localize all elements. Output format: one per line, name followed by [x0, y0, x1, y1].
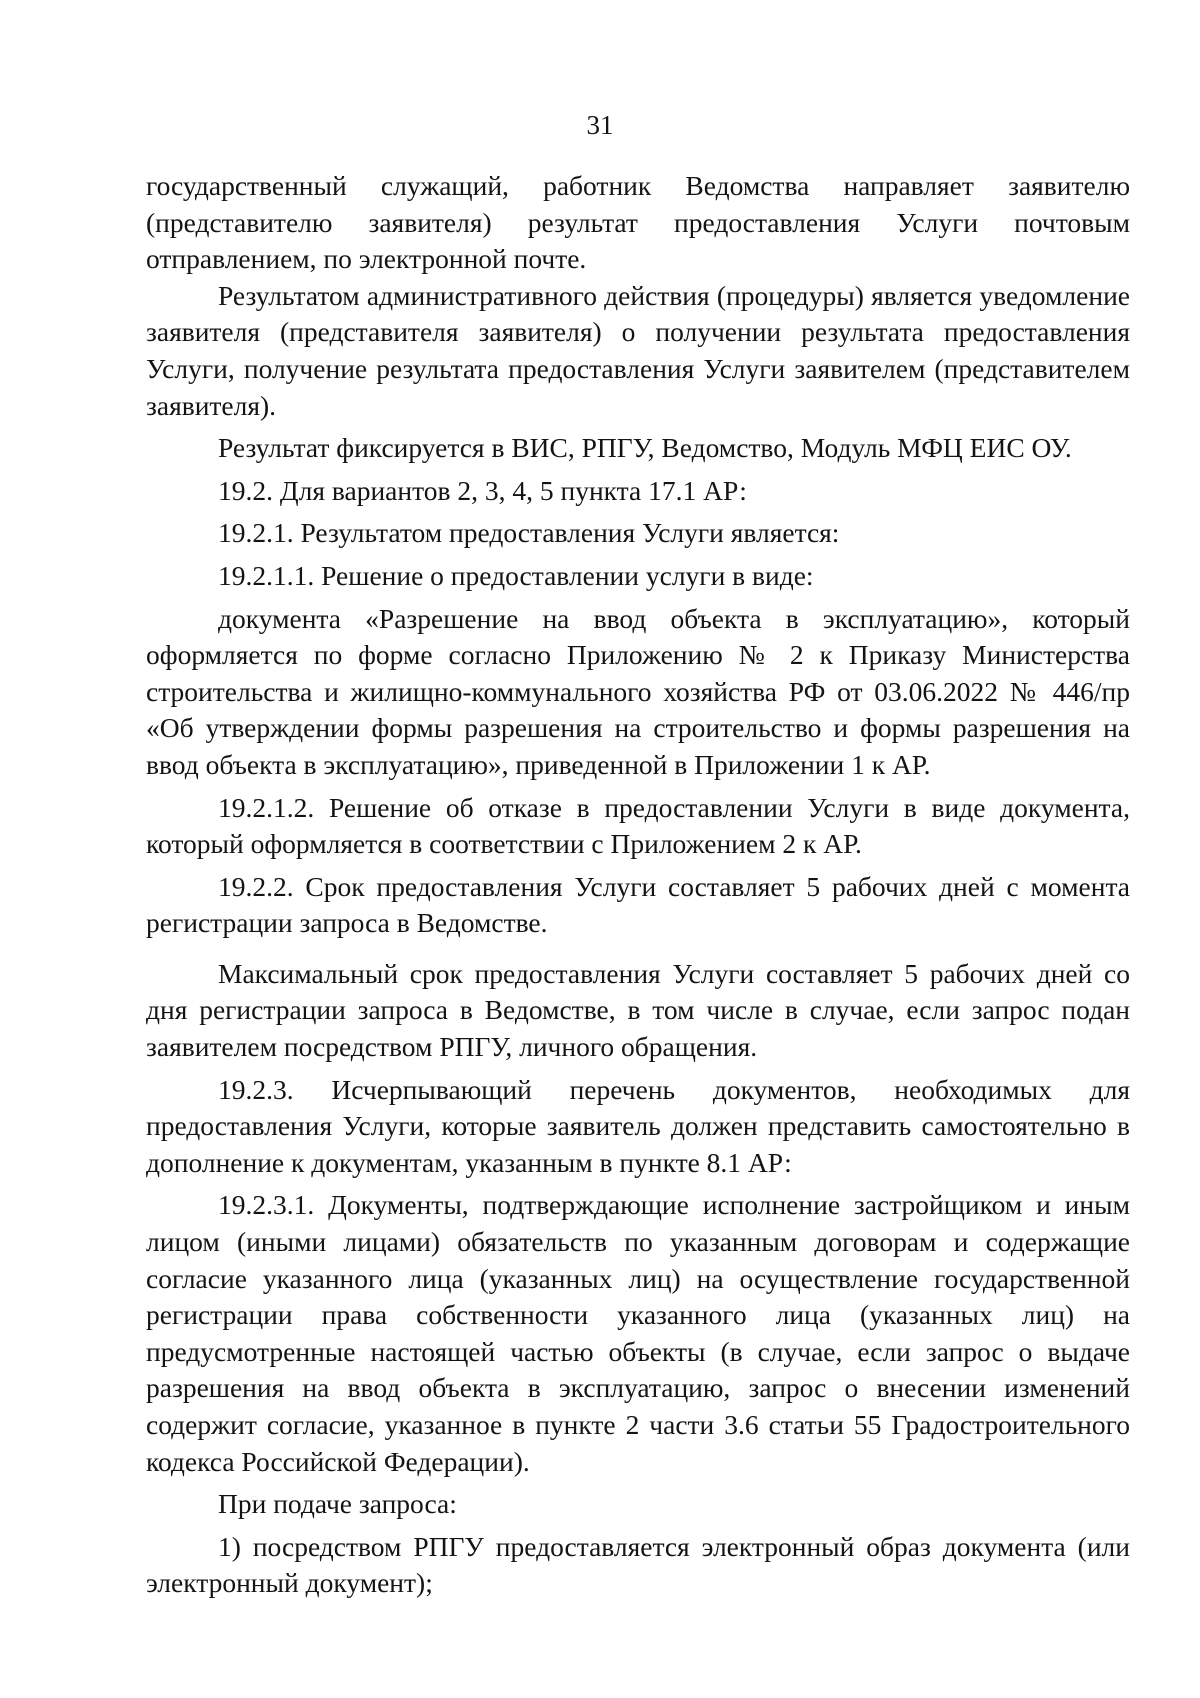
- document-body: [146, 168, 1130, 1602]
- paragraph-permit-document: документа «Разрешение на ввод объекта в эксплуатацию», который оформляется по форме согласно Приложению № 2 к Приказу Министерства строительства и жилищно-коммунального хозяйства РФ от 03.06.2022 № 446/пр «Об утверждении формы разрешения на строительство и формы разрешения на ввод объекта в эксплуатацию», приведенной в Приложении 1 к АР.: [146, 602, 1130, 780]
- section-heading-19-2: 19.2. Для вариантов 2, 3, 4, 5 пункта 17.1 АР:: [218, 474, 747, 506]
- list-item-1: 1) посредством РПГУ предоставляется электронный образ документа (или электронный документ);: [146, 1530, 1130, 1599]
- paragraph-19-2-1-2: 19.2.1.2. Решение об отказе в предоставлении Услуги в виде документа, который оформляется в соответствии с Приложением 2 к АР.: [146, 791, 1130, 860]
- paragraph-result-recorded: Результат фиксируется в ВИС, РПГУ, Ведомство, Модуль МФЦ ЕИС ОУ.: [218, 432, 1072, 464]
- paragraph-result-notification: Результатом административного действия (процедуры) является уведомление заявителя (представителя заявителя) о получении результата предоставления Услуги, получение результата предоставления Услуги заявителем (представителем заявителя).: [146, 279, 1130, 421]
- paragraph-continuation: государственный служащий, работник Ведомства направляет заявителю (представителю заявителя) результат предоставления Услуги почтовым отправлением, по электронной почте.: [146, 170, 1130, 275]
- section-heading-19-2-1: 19.2.1. Результатом предоставления Услуги является:: [218, 517, 840, 549]
- paragraph-19-2-2: 19.2.2. Срок предоставления Услуги составляет 5 рабочих дней с момента регистрации запроса в Ведомстве.: [146, 870, 1130, 939]
- paragraph-19-2-3: 19.2.3. Исчерпывающий перечень документов, необходимых для предоставления Услуги, которые заявитель должен представить самостоятельно в дополнение к документам, указанным в пункте 8.1 АР:: [146, 1073, 1130, 1178]
- paragraph-19-2-3-1: 19.2.3.1. Документы, подтверждающие исполнение застройщиком и иным лицом (иными лицами) обязательств по указанным договорам и содержащие согласие указанного лица (указанных лиц) на осуществление государственной регистрации права собственности указанного лица (указанных лиц) на предусмотренные настоящей частью объекты (в случае, если запрос о выдаче разрешения на ввод объекта в эксплуатацию, запрос о внесении изменений содержит согласие, указанное в пункте 2 части 3.6 статьи 55 Градостроительного кодекса Российской Федерации).: [146, 1189, 1130, 1477]
- section-heading-19-2-1-1: 19.2.1.1. Решение о предоставлении услуги в виде:: [218, 559, 814, 591]
- paragraph-on-submission: При подаче запроса:: [218, 1488, 457, 1520]
- page-number: 31: [586, 110, 614, 140]
- paragraph-max-term: Максимальный срок предоставления Услуги составляет 5 рабочих дней со дня регистрации запроса в Ведомстве, в том числе в случае, если запрос подан заявителем посредством РПГУ, личного обращения.: [146, 957, 1130, 1063]
